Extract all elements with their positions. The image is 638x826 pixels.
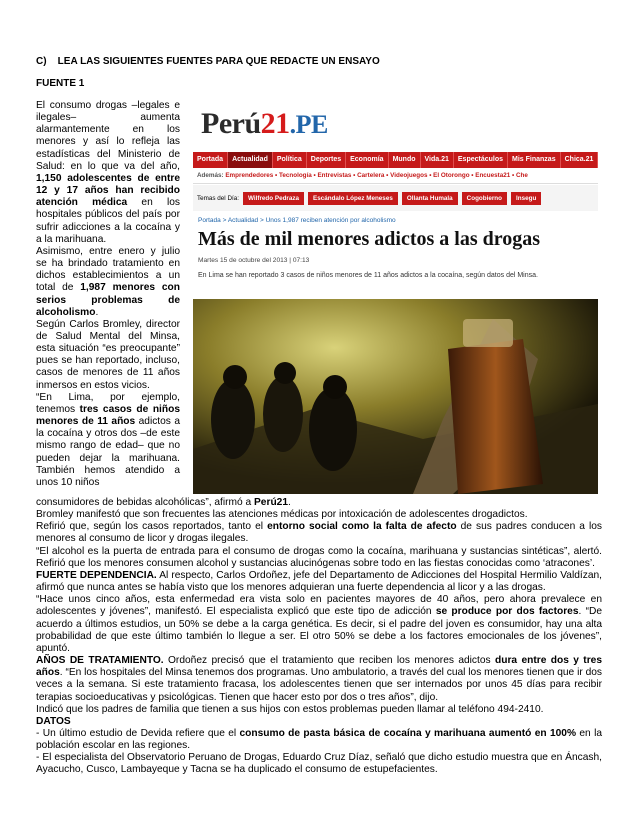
article-headline: Más de mil menores adictos a las drogas (198, 228, 541, 250)
paragraph: Refirió que, según los casos reportados, tanto el entorno social como la falta de afecto de sus padres conducen a los menores al consumo de licor y drogas ilegales. (36, 521, 602, 545)
paragraph: - El especialista del Observatorio Peruano de Drogas, Eduardo Cruz Díaz, señaló que dicho estudio muestra que en Áncash, Ayacucho, Cusco, Lambayeque y Tacna se ha duplicado el consumo de estupefacientes. (36, 752, 602, 776)
nav-item: Mis Finanzas (508, 152, 561, 168)
nav-item: Política (273, 152, 307, 168)
nav-item: Vida.21 (421, 152, 454, 168)
paragraph: consumidores de bebidas alcohólicas”, afirmó a Perú21. (36, 497, 291, 508)
site-header (193, 99, 598, 149)
nav-item: Economía (346, 152, 388, 168)
nav-item: Deportes (307, 152, 346, 168)
breadcrumb: Portada > Actualidad > Unos 1,987 reciben atención por alcoholismo (198, 217, 396, 224)
topic-tag: Ollanta Humala (402, 192, 458, 205)
paragraph: Según Carlos Bromley, director de Salud Mental del Minsa, esta situación “es preocupante” pues se han reportado, incluso, casos de menores de 11 años inmersos en estos vicios. (36, 318, 180, 391)
sub-nav: Además: Emprendedores • Tecnología • Entrevistas • Cartelera • Videojuegos • El Otorongo • Encuesta21 • Che (193, 169, 598, 184)
nav-item: Portada (193, 152, 228, 168)
section-heading: C) LEA LAS SIGUIENTES FUENTES PARA QUE REDACTE UN ENSAYO (36, 56, 380, 67)
article-date: Martes 15 de octubre del 2013 | 07:13 (198, 257, 310, 264)
article-lead: En Lima se han reportado 3 casos de niños menores de 11 años adictos a la cocaína, según datos del Minsa. (198, 272, 538, 279)
article-photo (193, 299, 598, 494)
paragraph: Indicó que los padres de familia que tienen a sus hijos con estos problemas pueden llamar al teléfono 494-2410. (36, 703, 544, 715)
paragraph: “En Lima, por ejemplo, tenemos tres casos de niños menores de 11 años adictos a la cocaína y otros dos –de este mismo rango de edad– que no pueden dejar la marihuana. También hemos atendido a unos 10 niños (36, 391, 181, 488)
nav-item: Chica.21 (561, 152, 598, 168)
paragraph: FUERTE DEPENDENCIA. Al respecto, Carlos Ordoñez, jefe del Departamento de Adicciones del Hospital Hermilio Valdízan, afirmó que nunca antes se había visto que los menores adquieran una fuerte dependencia al licor y a las drogas. (36, 569, 602, 594)
topic-tag: Insegu (511, 192, 541, 205)
body-text (36, 497, 602, 777)
topic-tag: Escándalo López Meneses (308, 192, 398, 205)
paragraph: - Un último estudio de Devida refiere que el consumo de pasta básica de cocaína y marihuana aumentó en 100% en la población escolar en las regiones. (36, 727, 602, 752)
topics-bar: Temas del Día: Wilfredo Pedraza Escándalo López Meneses Ollanta Humala Cogobierno Insegu (193, 185, 598, 211)
subheading: DATOS (36, 715, 71, 727)
topic-tag: Wilfredo Pedraza (243, 192, 304, 205)
left-column-text (36, 100, 180, 489)
paragraph: El consumo drogas –legales e ilegales– aumenta alarmantemente en los menores y así lo refleja las estadísticas del Ministerio de Salud: en lo que va del año, 1,150 adolescentes de entre 12 y 17 años han recibido atención médica en los hospitales públicos del país por sufrir adicciones a la cocaína y a la marihuana. (36, 100, 180, 245)
paragraph: Bromley manifestó que son frecuentes las atenciones médicas por intoxicación de adolescentes drogadictos. (36, 509, 528, 521)
news-screenshot (193, 99, 598, 494)
paragraph: AÑOS DE TRATAMIENTO. Ordoñez precisó que el tratamiento que reciben los menores adictos dura entre dos y tres años. “En los hospitales del Minsa tenemos dos programas. Uno ambulatorio, a través del cual los menores tienen que ir dos veces a la semana. Si este tratamiento fracasa, los adolescentes tienen que ser internados por unos 45 días para recibir terapias socioeducativas y psicológicas. Tienen que hacer esto por dos o tres años”, dijo. (36, 655, 602, 703)
nav-item-active: Actualidad (228, 152, 273, 168)
site-nav (193, 152, 598, 168)
paragraph: “El alcohol es la puerta de entrada para el consumo de drogas como la cocaína, marihuana y sustancias sintéticas”, alertó. Refirió que los menores consumen alcohol y sustancias alucinógenas sobre todo en las fiestas conocidas como ‘atracones’. (36, 545, 602, 569)
paragraph: “Hace unos cinco años, esta enfermedad era vista solo en pacientes mayores de 40 años, pero ahora prevalece en adolescentes y jóvenes”, manifestó. El especialista explicó que este tipo de adicción se produce por dos factores. “De acuerdo a últimos estudios, un 50% se debe a la carga genética. Es decir, si el padre del joven es consumidor, hay una alta probabilidad de que este último también lo llegue a ser. El otro 50% se debe a los factores emocionales de los jóvenes”, apuntó. (36, 594, 602, 654)
paragraph: Asimismo, entre enero y julio se ha brindado tratamiento en dichos establecimientos a un total de 1,987 menores con serios problemas de alcoholismo. (36, 245, 181, 318)
topic-tag: Cogobierno (462, 192, 507, 205)
nav-item: Mundo (389, 152, 421, 168)
source-heading: FUENTE 1 (36, 78, 85, 89)
nav-item: Espectáculos (454, 152, 508, 168)
site-logo: Perú21.PE (201, 107, 328, 140)
